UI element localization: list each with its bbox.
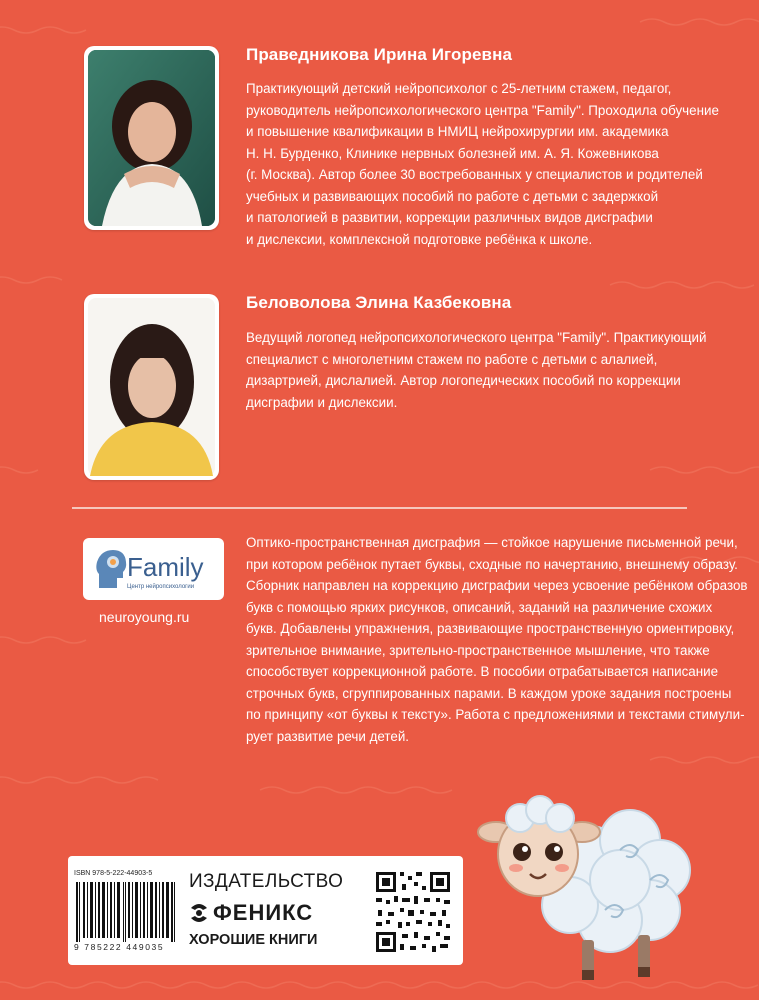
family-logo xyxy=(83,538,224,600)
family-head-icon xyxy=(91,544,131,594)
isbn-text: ISBN 978-5-222-44903-5 xyxy=(74,870,153,877)
author-photo-belovol xyxy=(84,294,219,480)
qr-code xyxy=(374,870,452,954)
author-photo-praved xyxy=(84,46,219,230)
author-name-1: Праведникова Ирина Игоревна xyxy=(246,45,512,64)
barcode-number: 9 785222 449035 xyxy=(74,942,165,952)
book-description: Оптико-пространственная дисграфия — стойкое нарушение письменной речи, при котором ребёнок путает буквы, сходные по начертанию, внешнему образу. Сборник направлен на коррекцию дисграфии через усвоение ребёнком образов букв с помощью ярких рисунков, описаний, заданий на различение схожих букв. Добавлены упражнения, развивающие пространственную ориентировку, зрительное внимание, зрительно-пространственное мышление, что также способствует коррекционной работе. В пособии отрабатывается написание строчных букв, сгруппированных парами. В каждом уроке задания построены по принципу «от буквы к тексту». Работа с предложениями и текстами стимули- рует развитие речи детей. xyxy=(246,535,748,744)
sheep-illustration xyxy=(470,770,700,990)
publisher-barcode-panel xyxy=(68,856,463,965)
feniks-logo-icon xyxy=(189,902,209,924)
author-bio-1: Практикующий детский нейропсихолог с 25-летним стажем, педагог, руководитель нейропсихологического центра "Family". Проходила обучение и повышение квалификации в НМИЦ нейрохирургии им. академика Н. Н. Бурденко, Клинике нервных болезней им. А. Я. Кожевникова (г. Москва). Автор более 30 востребованных у специалистов и родителей учебных и развивающих пособий по работе с детьми с задержкой и патологией в развитии, коррекции различных видов дисграфии и дислексии, комплексной подготовке ребёнка к школе. xyxy=(246,81,719,247)
author-name-2: Беловолова Элина Казбековна xyxy=(246,293,512,312)
publisher-line-1: ИЗДАТЕЛЬСТВО xyxy=(189,871,344,892)
publisher-line-3: ХОРОШИЕ КНИГИ xyxy=(189,932,318,948)
logo-brand: Family xyxy=(127,552,204,582)
publisher-line-2: ФЕНИКС xyxy=(213,900,314,925)
barcode xyxy=(74,882,178,942)
author-bio-2: Ведущий логопед нейропсихологического центра "Family". Практикующий специалист с многолетним стажем по работе с детьми с алалией, дизартрией, дислалией. Автор логопедических пособий по коррекции дисграфии и дислексии. xyxy=(246,330,707,410)
section-divider xyxy=(72,507,687,509)
logo-tagline: Центр нейропсихологии xyxy=(127,584,195,590)
website-url: neuroyoung.ru xyxy=(99,609,190,625)
